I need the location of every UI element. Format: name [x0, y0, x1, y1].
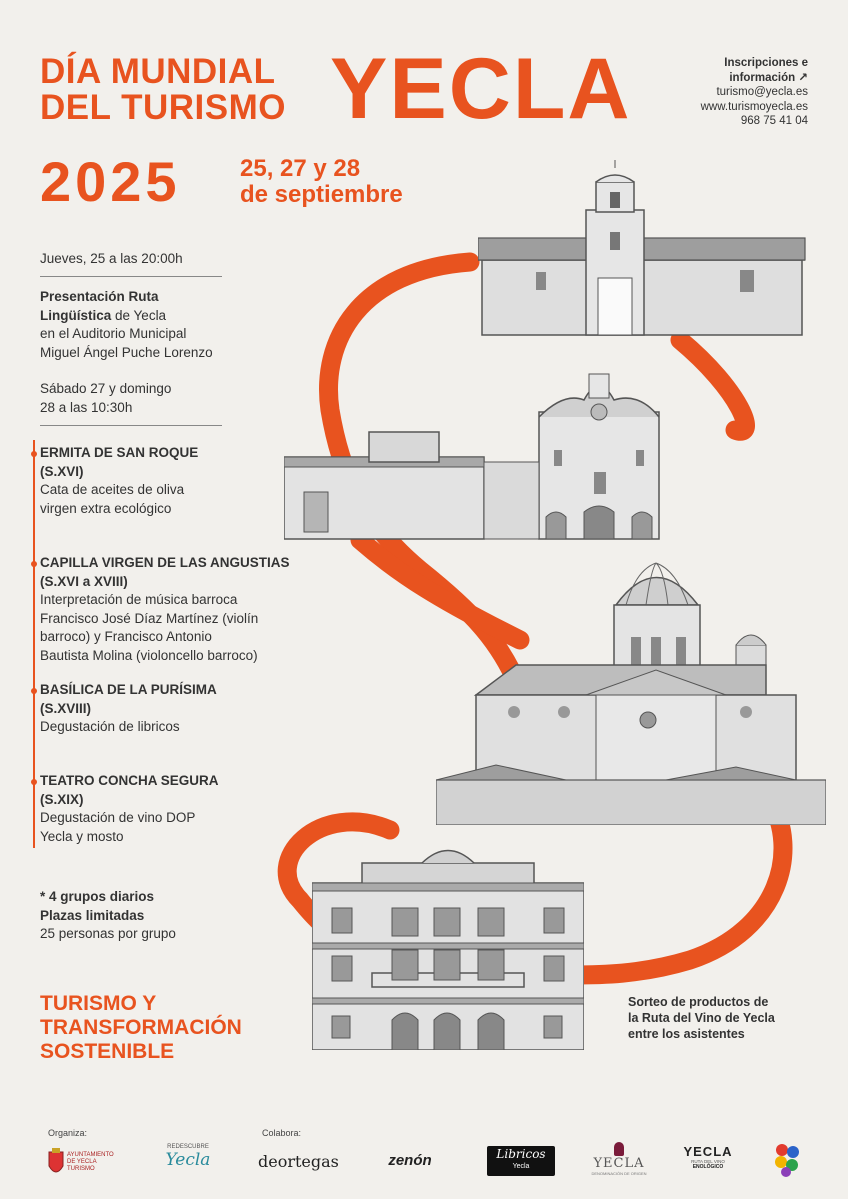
stop-century: (S.XIX) — [40, 791, 84, 807]
slogan-line1: TURISMO Y — [40, 992, 157, 1015]
city-title: YECLA — [330, 41, 632, 137]
ayto-line2: DE YECLA — [67, 1159, 97, 1165]
ruta-main: YECLA — [683, 1144, 733, 1159]
dates-line2: de septiembre — [240, 181, 403, 208]
raffle-line2: la Ruta del Vino de Yecla — [628, 1011, 775, 1025]
event-year: 2025 — [40, 150, 181, 213]
stop-name: ERMITA DE SAN ROQUE — [40, 445, 199, 460]
presentation-line3: en el Auditorio Municipal — [40, 326, 187, 341]
contact-label-line2: información ↗ — [729, 71, 808, 84]
ruta-sub1: RUTA DEL VINO — [691, 1159, 725, 1164]
groups-note — [40, 888, 176, 944]
contact-info — [701, 56, 808, 129]
stop-century: (S.XVI a XVIII) — [40, 573, 128, 589]
stop-century: (S.XVIII) — [40, 700, 92, 716]
presentation-bold2: Lingüística — [40, 307, 112, 323]
event-title-line1: DÍA MUNDIAL — [40, 52, 276, 91]
contact-web[interactable]: www.turismoyecla.es — [700, 100, 808, 113]
zenon-logo: zenón — [388, 1152, 432, 1169]
deortegas-logo: deortegas — [258, 1152, 339, 1171]
presentation-line4: Miguel Ángel Puche Lorenzo — [40, 344, 213, 360]
groups-line1: * 4 grupos diarios — [40, 889, 155, 904]
contact-email[interactable]: turismo@yecla.es — [716, 86, 808, 98]
stop-name: CAPILLA VIRGEN DE LAS ANGUSTIAS — [40, 555, 290, 570]
timeline-dot — [31, 688, 37, 694]
coat-of-arms-icon — [48, 1148, 64, 1178]
slogan — [40, 992, 242, 1064]
teatro-illustration — [312, 838, 584, 1050]
event-dates — [240, 156, 403, 208]
thursday-heading: Jueves, 25 a las 20:00h — [40, 251, 183, 266]
weekend-heading-line2: 28 a las 10:30h — [40, 399, 133, 415]
slogan-line2: TRANSFORMACIÓN — [40, 1016, 242, 1039]
timeline-dot — [31, 561, 37, 567]
weekend-heading-line1: Sábado 27 y domingo — [40, 381, 172, 396]
event-title-line2: DEL TURISMO — [40, 88, 286, 127]
wine-drop-icon — [614, 1142, 624, 1156]
presentation-rest1: de Yecla — [111, 307, 167, 323]
stop-san-roque — [40, 444, 198, 518]
divider — [40, 425, 222, 426]
ayto-line1: AYUNTAMIENTO — [67, 1152, 114, 1158]
ruta-sub2: ENOLÓGICO — [692, 1164, 724, 1170]
do-sub: DENOMINACIÓN DE ORIGEN — [591, 1171, 647, 1176]
redescubre-logo — [155, 1144, 221, 1180]
ermita-illustration — [478, 160, 808, 340]
contact-phone: 968 75 41 04 — [740, 115, 808, 127]
slogan-line3: SOSTENIBLE — [40, 1040, 175, 1063]
stop-desc: Yecla y mosto — [40, 828, 124, 844]
colabora-label: Colabora: — [262, 1128, 302, 1138]
raffle-line3: entre los asistentes — [628, 1027, 745, 1041]
timeline-dot — [31, 451, 37, 457]
stop-desc: Interpretación de música barroca — [40, 592, 238, 607]
stop-desc: virgen extra ecológico — [40, 500, 172, 516]
presentation-block — [40, 288, 213, 362]
stop-purisima — [40, 681, 217, 737]
event-title — [40, 54, 286, 126]
stop-teatro — [40, 772, 219, 846]
do-main: YECLA — [593, 1156, 645, 1171]
timeline-dot — [31, 779, 37, 785]
stop-name: TEATRO CONCHA SEGURA — [40, 773, 219, 788]
redescubre-top: REDESCUBRE — [167, 1144, 209, 1150]
ayto-line3: TURISMO — [67, 1166, 95, 1172]
colorful-brand-icon — [772, 1142, 802, 1178]
libricos-sub: Yecla — [512, 1163, 530, 1170]
libricos-logo — [487, 1146, 555, 1176]
redescubre-main: Yecla — [165, 1150, 211, 1170]
weekend-heading — [40, 380, 171, 417]
ruta-vino-logo — [682, 1144, 734, 1180]
stop-angustias — [40, 554, 290, 665]
timeline-line — [33, 440, 35, 848]
capilla-illustration — [284, 362, 664, 542]
stop-desc: barroco) y Francisco Antonio — [40, 629, 212, 644]
presentation-bold1: Presentación Ruta — [40, 289, 159, 304]
groups-line3: 25 personas por grupo — [40, 926, 176, 941]
organiza-label: Organiza: — [48, 1128, 88, 1138]
stop-desc: Degustación de vino DOP — [40, 810, 196, 825]
raffle-line1: Sorteo de productos de — [628, 995, 769, 1009]
stop-desc: Francisco José Díaz Martínez (violín — [40, 610, 259, 626]
libricos-main: Libricos — [496, 1147, 546, 1161]
groups-line2: Plazas limitadas — [40, 907, 145, 923]
basilica-illustration — [436, 555, 826, 825]
ayuntamiento-logo — [48, 1146, 118, 1180]
stop-desc: Bautista Molina (violoncello barroco) — [40, 647, 258, 663]
stop-desc: Degustación de libricos — [40, 719, 180, 734]
stop-century: (S.XVI) — [40, 463, 84, 479]
stop-desc: Cata de aceites de oliva — [40, 482, 185, 497]
divider — [40, 276, 222, 277]
stop-name: BASÍLICA DE LA PURÍSIMA — [40, 682, 217, 697]
dates-line1: 25, 27 y 28 — [240, 155, 361, 182]
contact-label-line1: Inscripciones e — [724, 57, 808, 69]
raffle-note — [628, 994, 775, 1042]
do-yecla-logo — [590, 1142, 648, 1182]
